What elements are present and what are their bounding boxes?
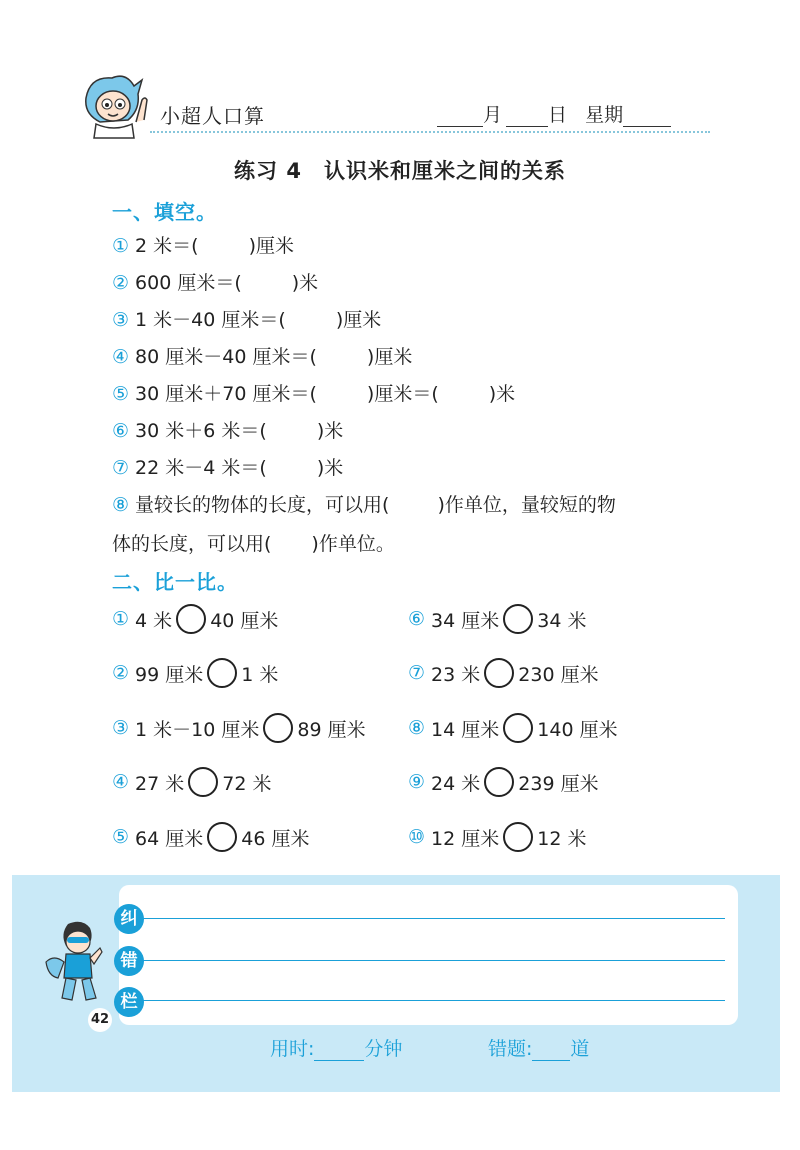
correction-line[interactable] <box>140 918 725 919</box>
badge-jiu: 纠 <box>114 904 144 934</box>
compare-circle[interactable] <box>484 658 514 688</box>
badge-lan: 栏 <box>114 987 144 1017</box>
mascot-boy-icon <box>76 70 156 140</box>
mascot-hero-icon <box>40 918 110 1006</box>
compare-item: ① 4 米 40 厘米 <box>112 604 278 634</box>
fill-item: ⑤ 30 厘米＋70 厘米＝( )厘米＝( )米 <box>112 383 516 405</box>
weekday-blank[interactable] <box>623 106 671 127</box>
fill-item: ② 600 厘米＝( )米 <box>112 272 319 294</box>
fill-item: ⑧ 量较长的物体的长度，可以用( )作单位，量较短的物 <box>112 494 616 516</box>
compare-item: ⑩ 12 厘米 12 米 <box>408 822 586 852</box>
compare-circle[interactable] <box>176 604 206 634</box>
fill-item: ⑥ 30 米＋6 米＝( )米 <box>112 420 344 442</box>
compare-circle[interactable] <box>503 713 533 743</box>
day-blank[interactable] <box>506 106 548 127</box>
compare-item: ③ 1 米－10 厘米 89 厘米 <box>112 713 366 743</box>
time-blank[interactable] <box>314 1042 364 1061</box>
compare-circle[interactable] <box>503 822 533 852</box>
compare-circle[interactable] <box>484 767 514 797</box>
day-label: 日 <box>548 104 568 126</box>
compare-item: ⑤ 64 厘米 46 厘米 <box>112 822 309 852</box>
brand-title: 小超人口算 <box>160 104 265 128</box>
section-fill-title: 一、填空。 <box>112 200 217 224</box>
compare-item: ⑥ 34 厘米 34 米 <box>408 604 586 634</box>
errors-blank[interactable] <box>532 1042 570 1061</box>
fill-item: ① 2 米＝( )厘米 <box>112 235 295 257</box>
compare-item: ⑧ 14 厘米 140 厘米 <box>408 713 618 743</box>
date-fields <box>437 100 671 127</box>
compare-item: ④ 27 米 72 米 <box>112 767 271 797</box>
section-compare-title: 二、比一比。 <box>112 570 238 594</box>
weekday-label: 星期 <box>585 104 624 126</box>
fill-item: ③ 1 米－40 厘米＝( )厘米 <box>112 309 382 331</box>
error-count: 错题: 道 <box>488 1038 590 1060</box>
compare-item: ② 99 厘米 1 米 <box>112 658 278 688</box>
time-used: 用时: 分钟 <box>270 1038 403 1060</box>
header-divider <box>150 131 710 133</box>
month-blank[interactable] <box>437 106 483 127</box>
compare-circle[interactable] <box>263 713 293 743</box>
correction-line[interactable] <box>140 1000 725 1001</box>
fill-item: ④ 80 厘米－40 厘米＝( )厘米 <box>112 346 413 368</box>
page-number: 42 <box>88 1008 112 1032</box>
compare-circle[interactable] <box>207 658 237 688</box>
fill-item-continued: 体的长度，可以用( )作单位。 <box>112 533 395 555</box>
page-title: 练习 4 认识米和厘米之间的关系 <box>234 159 566 183</box>
compare-circle[interactable] <box>503 604 533 634</box>
correction-sheet[interactable] <box>119 885 738 1025</box>
compare-circle[interactable] <box>188 767 218 797</box>
compare-item: ⑨ 24 米 239 厘米 <box>408 767 599 797</box>
compare-item: ⑦ 23 米 230 厘米 <box>408 658 599 688</box>
badge-cuo: 错 <box>114 946 144 976</box>
correction-line[interactable] <box>140 960 725 961</box>
compare-circle[interactable] <box>207 822 237 852</box>
month-label: 月 <box>483 104 503 126</box>
fill-item: ⑦ 22 米－4 米＝( )米 <box>112 457 344 479</box>
